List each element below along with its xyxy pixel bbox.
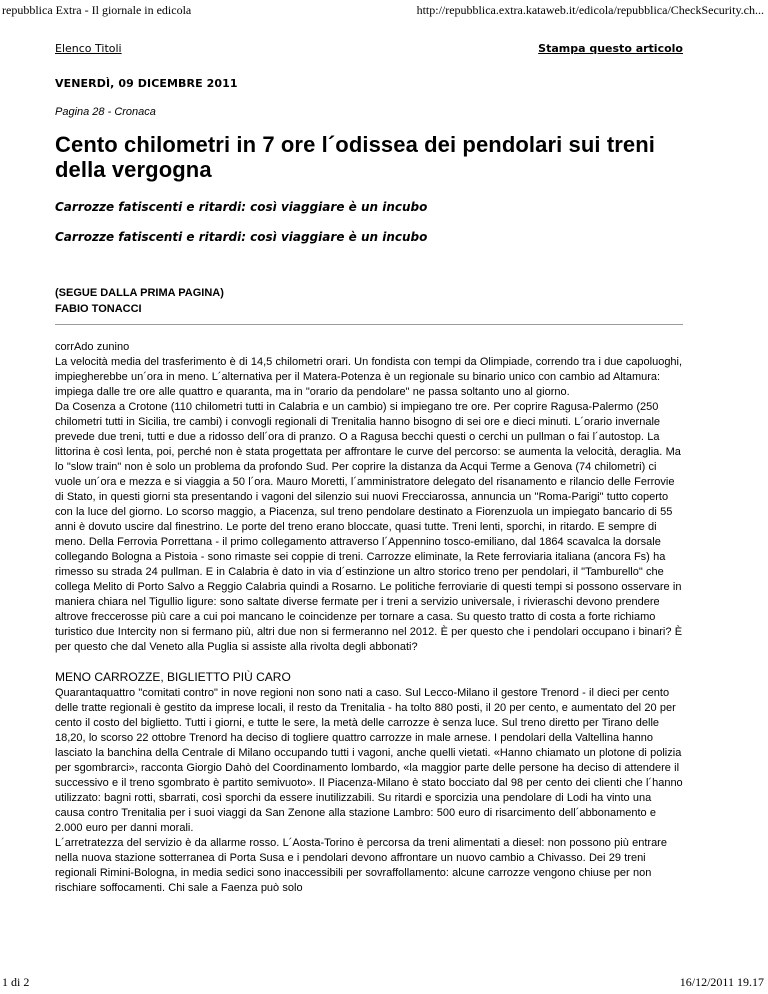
section-heading: MENO CARROZZE, BIGLIETTO PIÙ CARO — [55, 670, 291, 684]
page-counter: 1 di 2 — [2, 975, 30, 989]
print-header-url: http://repubblica.extra.kataweb.it/edicola/repubblica/CheckSecurity.ch... — [416, 3, 764, 17]
article-credits — [55, 285, 683, 317]
article-subtitle-repeat: Carrozze fatiscenti e ritardi: così viaggiare è un incubo — [55, 230, 428, 244]
print-article-link[interactable]: Stampa questo articolo — [538, 42, 683, 55]
print-header — [0, 0, 768, 20]
author-name: FABIO TONACCI — [55, 303, 142, 315]
byline: corrAdo zunino — [55, 341, 130, 353]
segue-label: (SEGUE DALLA PRIMA PAGINA) — [55, 287, 224, 299]
article-nav — [55, 42, 683, 58]
article-date: VENERDÌ, 09 DICEMBRE 2011 — [55, 77, 238, 90]
article-headline: Cento chilometri in 7 ore l´odissea dei pendolari sui treni della vergogna — [55, 132, 656, 182]
article-subtitle: Carrozze fatiscenti e ritardi: così viaggiare è un incubo — [55, 200, 428, 214]
print-footer — [0, 974, 768, 994]
print-timestamp: 16/12/2011 19.17 — [679, 975, 764, 989]
page-info: Pagina 28 - Cronaca — [55, 106, 156, 118]
elenco-titoli-link[interactable]: Elenco Titoli — [55, 42, 122, 55]
divider — [55, 324, 683, 325]
article-container — [55, 42, 683, 896]
print-header-title: repubblica Extra - Il giornale in edicola — [2, 3, 192, 17]
article-body — [55, 340, 683, 655]
body-paragraph: Quarantaquattro "comitati contro" in nove regioni non sono nati a caso. Sul Lecco-Milano il gestore Trenord - il dieci per cento delle tratte regionali è gestito da imprese locali, il resto da Trenitalia - ha tolto 880 posti, il 20 per cento, e aumentato del 20 per cento il costo del biglietto. Tutti i giorni, e tutte le sere, la metà delle carrozze è senza luce. Sul treno diretto per Tirano delle 18,20, lo scorso 22 ottobre Trenord ha deciso di togliere quattro carrozze in male arnese. I pendolari della Valtellina hanno lasciato la banchina della Centrale di Milano occupando tutti i vagoni, anche quelli vietati. «Hanno chiamato un plotone di polizia per sgombrarci», racconta Giorgio Dahò del Coordinamento lombardo, «la maggior parte delle persone ha deciso di attendere il successivo e il treno sgombrato è partito semivuoto». Il Piacenza-Milano è stato bocciato dal 98 per cento dei clienti che l´hanno utilizzato: bagni rotti, sbarrati, così sporchi da essere inutilizzabili. Su ritardi e sporcizia una pendolare di Lodi ha vinto una causa contro Trenitalia per i suoi viaggi da San Zenone alla stazione Lambro: 500 euro di risarcimento dell´abbonamento e 2.000 euro per danni morali. — [55, 687, 683, 834]
article-body-continued — [55, 686, 683, 896]
body-paragraph: L´arretratezza del servizio è da allarme rosso. L´Aosta-Torino è percorsa da treni alimentati a diesel: non possono più entrare nella nuova stazione sotterranea di Porta Susa e i pendolari devono affrontare un nuovo cambio a Chivasso. Dei 29 treni regionali Rimini-Bologna, in media sedici sono inaccessibili per sovraffollamento: alcune carrozze vengono chiuse per non rischiare soffocamenti. Chi sale a Faenza può solo — [55, 837, 667, 894]
body-paragraph: La velocità media del trasferimento è di 14,5 chilometri orari. Un fondista con tempi da Olimpiade, correndo tra i due capoluoghi, impiegherebbe un´ora in meno. L´alternativa per il Matera-Potenza è un regionale su binario unico con cambio ad Altamura: impiega dalle tre ore alle quattro e quaranta, ma in "orario da pendolare" ne passa soltanto uno al giorno. — [55, 356, 683, 398]
body-paragraph: Da Cosenza a Crotone (110 chilometri tutti in Calabria e un cambio) si impiegano tre ore. Per coprire Ragusa-Palermo (250 chilometri tutti in Sicilia, tre cambi) i convogli regionali di Trenitalia hanno bisogno di sei ore e dieci minuti. L´orario invernale prevede due treni, tutti e due a ridosso dell´ora di pranzo. O a Ragusa becchi questi o cerchi un pullman o fai l´autostop. La littorina è così lenta, poi, perché non è stata progettata per affrontare le curve del percorso: se aumenta la velocità, deraglia. Ma lo "slow train" non è solo un problema da profondo Sud. Per coprire la distanza da Acqui Terme a Genova (74 chilometri) ci vuole un´ora e mezza e si viaggia a 50 l´ora. Mauro Moretti, l´amministratore delegato del risanamento e rilancio delle Ferrovie di Stato, in questi giorni sta presentando i vagoni del silenzio sui nuovi Frecciarossa, annuncia un "Roma-Parigi" tutto coperto con la luce del giorno. Lo scorso maggio, a Piacenza, sul treno pendolare destinato a Fiorenzuola un impiegato bancario di 55 anni è dovuto uscire dal finestrino. Le porte del treno erano bloccate, quasi tutte. Treni lenti, sporchi, in ritardo. E sempre di meno. Della Ferrovia Porrettana - il primo collegamento attraverso l´Appennino tosco-emiliano, dal 1864 scavalca la dorsale collegando Bologna a Pistoia - sono rimaste sei coppie di treni. Carrozze eliminate, la Rete ferroviaria italiana (ancora Fs) ha rimesso su strada 24 pullman. E in Calabria è dato in via d´estinzione un altro storico treno per pendolari, il "Tamburello" che collega Melito di Porto Salvo a Reggio Calabria quindi a Rosarno. Le politiche ferroviarie di questi tempi si possono osservare in maniera chiara nel Tigullio ligure: sono saltate diverse fermate per i treni a servizio universale, i rivieraschi devono prendere altrove freccerosse più care a cui poi mancano le coincidenze per tornare a casa. Su questo tratto di costa a forte richiamo turistico due Intercity non si fermano più, altri due non si fermeranno nel 2012. È per questo che i pendolari occupano i binari? È per questo che dal Veneto alla Puglia si assiste alla rivolta degli abbonati? — [55, 401, 683, 653]
